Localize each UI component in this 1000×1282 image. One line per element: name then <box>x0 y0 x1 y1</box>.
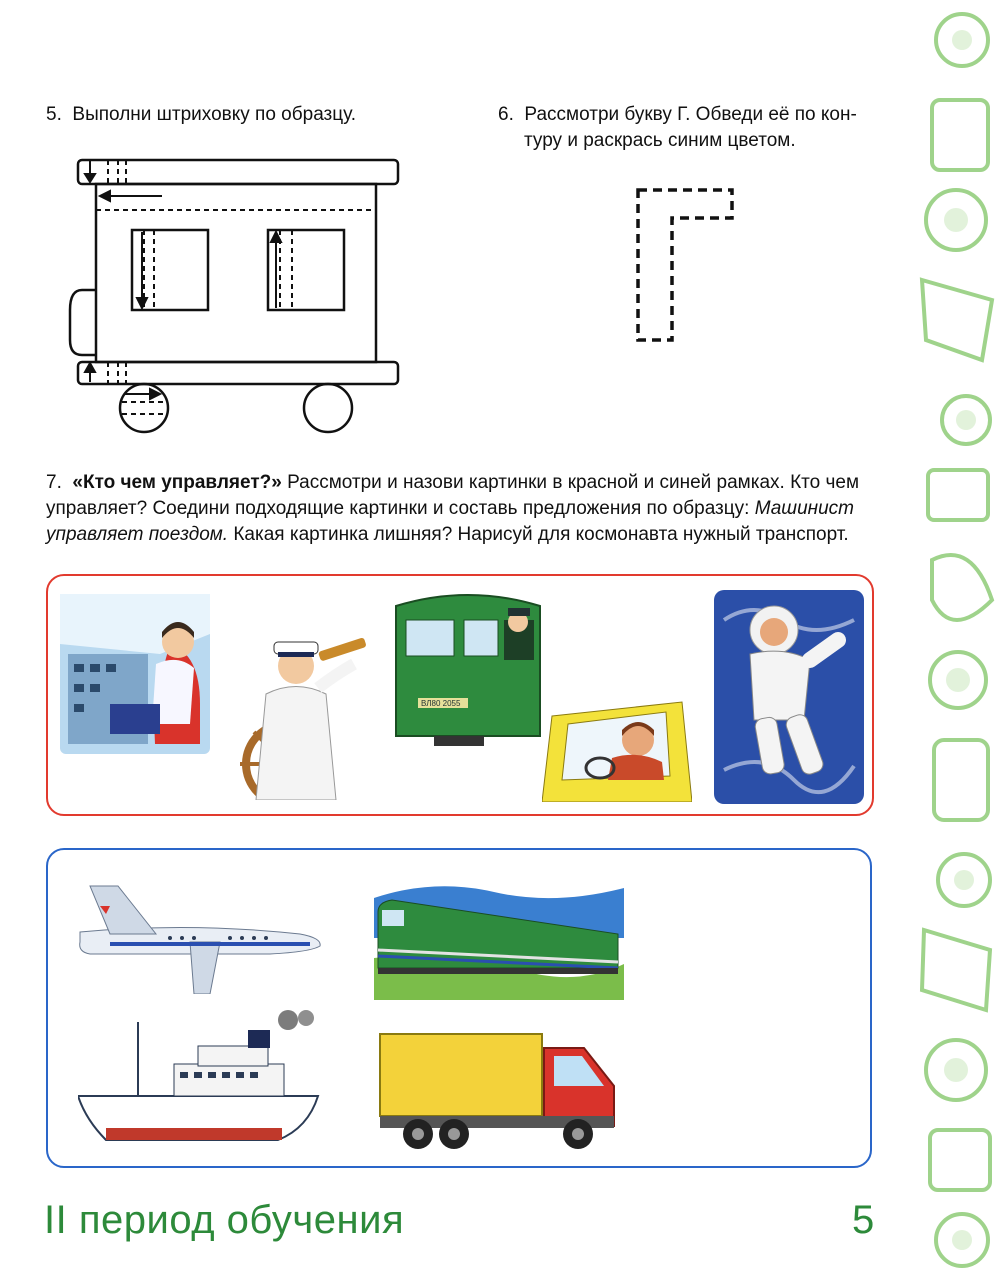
task6-heading <box>498 102 888 154</box>
task6-line2: туру и раскрась синим цветом. <box>524 130 796 151</box>
task7-example: Машинист управляет поездом. <box>46 498 854 545</box>
decorative-border <box>912 0 1000 1282</box>
task7-part2: Какая картинка лишняя? Нарисуй для космонавта нужный транспорт. <box>228 524 849 545</box>
task5-text: Выполни штриховку по образцу. <box>72 104 357 125</box>
task7-number: 7. <box>46 472 62 493</box>
airplane-picture[interactable] <box>70 882 330 994</box>
truck-picture[interactable] <box>378 1026 622 1152</box>
captain-picture[interactable] <box>226 624 376 800</box>
wagon-drawing <box>66 150 402 440</box>
task6-line1: Рассмотри букву Г. Обведи её по кон- <box>524 104 857 125</box>
footer-period-title: II период обучения <box>44 1198 405 1242</box>
task6-number: 6. <box>498 104 514 125</box>
car-driver-picture[interactable] <box>542 696 692 802</box>
letter-g-outline[interactable] <box>630 182 740 348</box>
astronaut-picture[interactable] <box>714 590 864 804</box>
pilot-picture[interactable] <box>60 594 210 754</box>
blue-frame-vehicles <box>46 848 872 1168</box>
page-number: 5 <box>852 1198 875 1242</box>
task7-bold-title: «Кто чем управляет?» <box>72 472 282 493</box>
task5-number: 5. <box>46 104 62 125</box>
train-picture[interactable] <box>374 878 624 1000</box>
task5-heading <box>46 102 356 128</box>
task7-part1: Рассмотри и назови картинки в красной и синей рамках. Кто чем управляет? Соедини подходящие картинки и составь предложения по образцу: <box>46 472 860 519</box>
ship-picture[interactable] <box>78 1010 340 1152</box>
red-frame-operators <box>46 574 874 816</box>
train-driver-picture[interactable] <box>388 586 548 746</box>
locomotive-plate: ВЛ80 2055 <box>421 699 461 708</box>
task7-text <box>46 470 882 548</box>
